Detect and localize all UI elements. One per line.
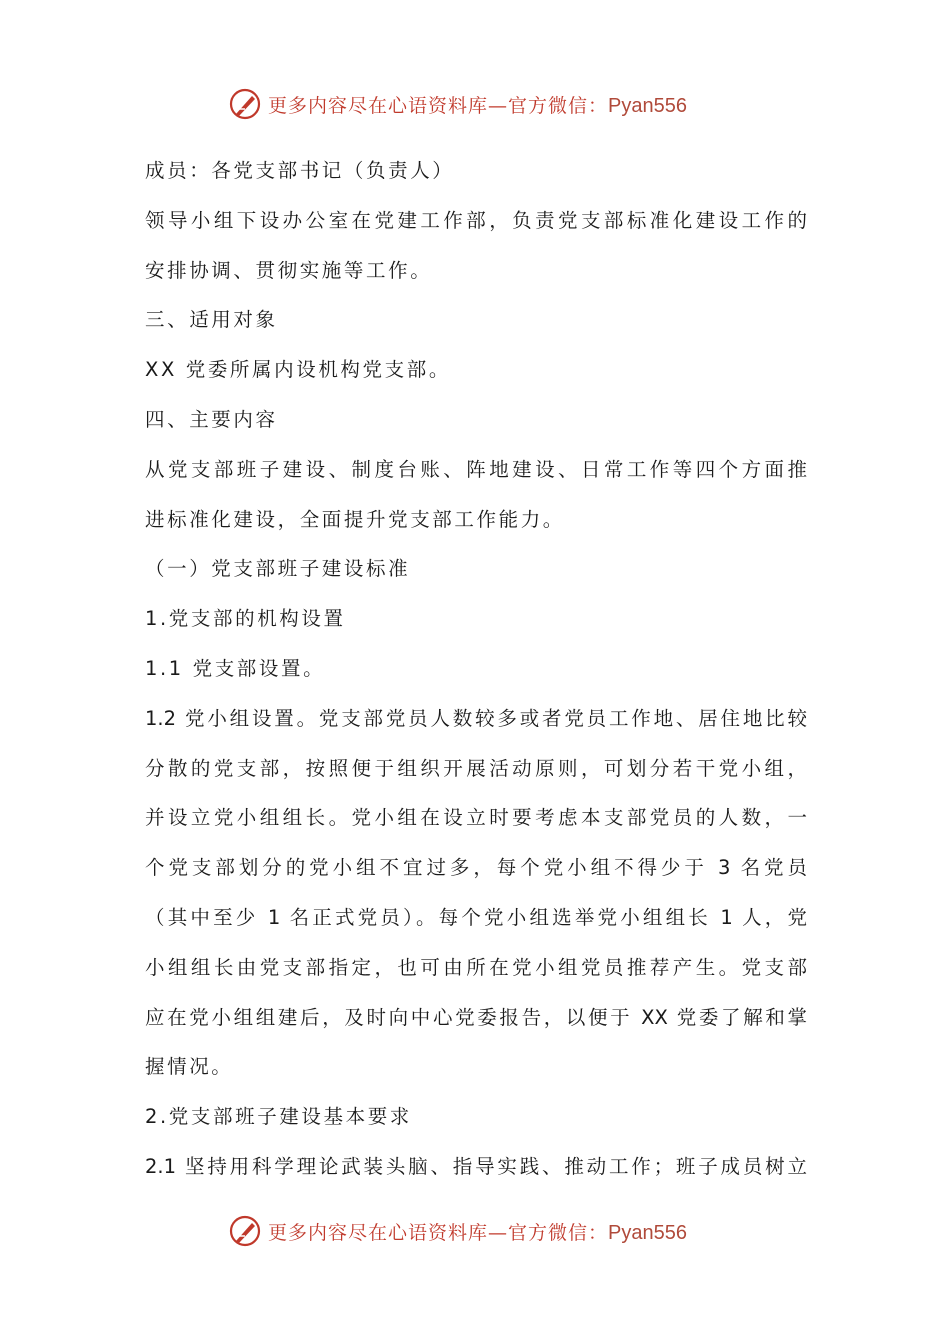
header-banner-text: 更多内容尽在心语资料库—官方微信：Pyan556 [268, 94, 687, 117]
text-line: 分散的党支部，按照便于组织开展活动原则，可划分若干党小组， [145, 756, 807, 780]
text-line: 进标准化建设，全面提升党支部工作能力。 [145, 507, 565, 531]
text-line: 个党支部划分的党小组不宜过多，每个党小组不得少于 3 名党员 [145, 856, 807, 880]
footer-banner [228, 1213, 687, 1249]
header-banner [228, 86, 687, 122]
quill-seal-icon [228, 1214, 262, 1248]
footer-wechat-id: Pyan556 [608, 1221, 687, 1244]
subsection-heading: 1.党支部的机构设置 [145, 607, 346, 631]
subsection-heading: 2.党支部班子建设基本要求 [145, 1105, 412, 1129]
text-line: 1.1 党支部设置。 [145, 656, 326, 680]
section-heading: 四、主要内容 [145, 407, 278, 431]
text-line: 2.1 坚持用科学理论武装头脑、指导实践、推动工作；班子成员树立 [145, 1154, 807, 1178]
header-wechat-id: Pyan556 [608, 94, 687, 117]
footer-banner-text: 更多内容尽在心语资料库—官方微信：Pyan556 [268, 1221, 687, 1244]
section-heading: 三、适用对象 [145, 308, 278, 332]
quill-seal-icon [228, 87, 262, 121]
text-line: 小组组长由党支部指定，也可由所在党小组党员推荐产生。党支部 [145, 955, 807, 979]
text-line: 领导小组下设办公室在党建工作部，负责党支部标准化建设工作的 [145, 208, 807, 232]
document-body [145, 146, 807, 1192]
text-line: XX 党委所属内设机构党支部。 [145, 358, 451, 382]
subsection-heading: （一）党支部班子建设标准 [145, 557, 411, 581]
text-line: 安排协调、贯彻实施等工作。 [145, 258, 433, 282]
text-line: （其中至少 1 名正式党员）。每个党小组选举党小组组长 1 人，党 [145, 905, 807, 929]
text-line: 成员：各党支部书记（负责人） [145, 159, 455, 182]
text-line: 握情况。 [145, 1055, 234, 1079]
text-line: 并设立党小组组长。党小组在设立时要考虑本支部党员的人数，一 [145, 806, 807, 830]
text-line: 1.2 党小组设置。党支部党员人数较多或者党员工作地、居住地比较 [145, 706, 807, 730]
text-line: 从党支部班子建设、制度台账、阵地建设、日常工作等四个方面推 [145, 457, 807, 481]
text-line: 应在党小组组建后，及时向中心党委报告，以便于 XX 党委了解和掌 [145, 1005, 807, 1029]
